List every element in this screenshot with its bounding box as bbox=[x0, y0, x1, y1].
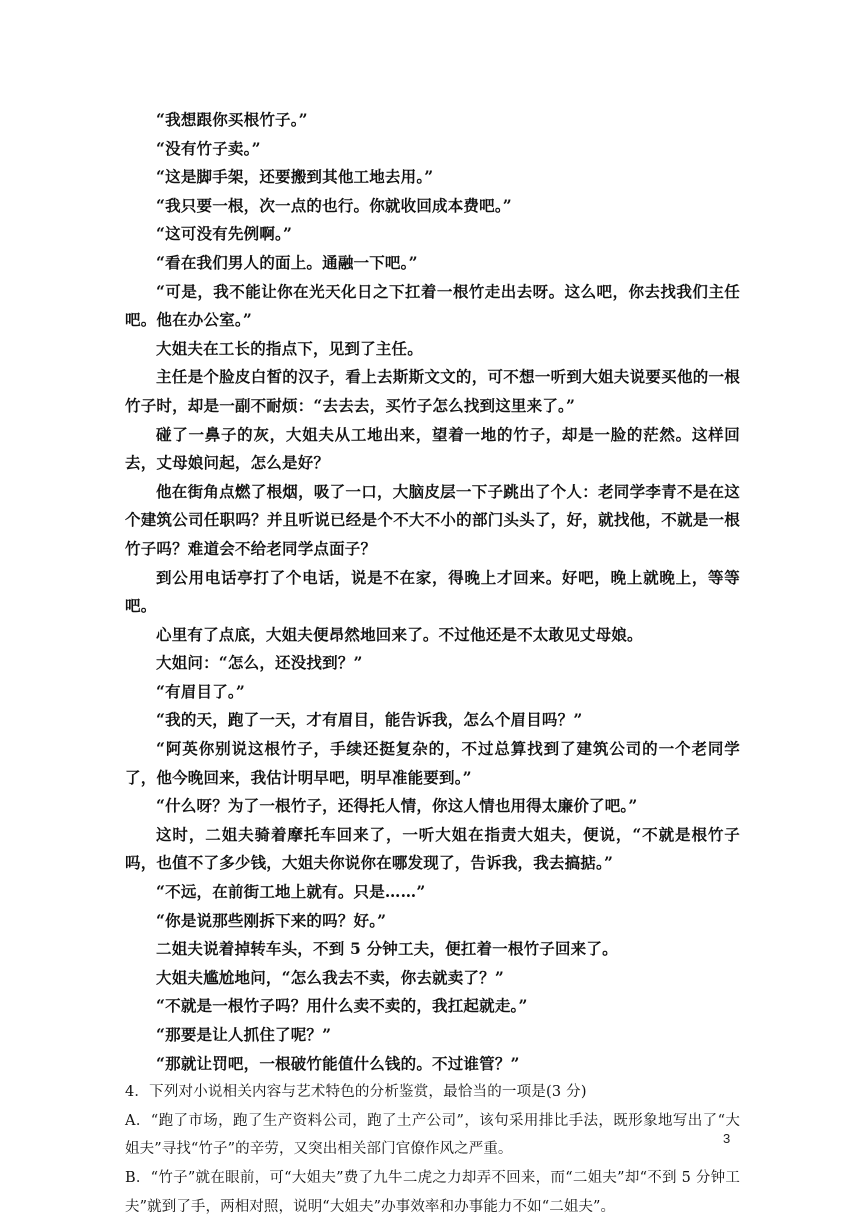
story-paragraph: 大姐问：“怎么，还没找到？” bbox=[156, 653, 363, 673]
story-paragraph: “可是，我不能让你在光天化日之下扛着一根竹走出去呀。这么吧，你去找我们主任吧。他在办公室。” bbox=[125, 281, 740, 330]
story-paragraph: “这可没有先例啊。” bbox=[156, 224, 293, 244]
story-paragraph: 这时，二姐夫骑着摩托车回来了，一听大姐在指责大姐夫，便说，“不就是根竹子吗，也值不了多少钱，大姐夫你说你在哪发现了，告诉我，我去搞掂。” bbox=[125, 824, 740, 873]
answer-option-a: A．“跑了市场，跑了生产资料公司，跑了土产公司”，该句采用排比手法，既形象地写出了“大姐夫”寻找“竹子”的辛劳，又突出相关部门官僚作风之严重。 bbox=[125, 1112, 740, 1158]
question-stem: 4．下列对小说相关内容与艺术特色的分析鉴赏，最恰当的一项是(3 分) bbox=[125, 1084, 587, 1101]
page-content bbox=[125, 106, 740, 1221]
story-paragraph: “不远，在前街工地上就有。只是……” bbox=[156, 882, 426, 902]
story-paragraph: “那就让罚吧，一根破竹能值什么钱的。不过谁管？” bbox=[156, 1053, 520, 1073]
story-paragraph: “没有竹子卖。” bbox=[156, 138, 261, 158]
story-paragraph: 大姐夫尴尬地问，“怎么我去不卖，你去就卖了？” bbox=[156, 967, 504, 987]
story-paragraph: “看在我们男人的面上。通融一下吧。” bbox=[156, 252, 418, 272]
story-paragraph: “有眉目了。” bbox=[156, 681, 245, 701]
story-paragraph: 到公用电话亭打了个电话，说是不在家，得晚上才回来。好吧，晚上就晚上，等等吧。 bbox=[125, 567, 740, 616]
story-paragraph: “我只要一根，次一点的也行。你就收回成本费吧。” bbox=[156, 195, 512, 215]
page-number: 3 bbox=[723, 1131, 731, 1146]
story-paragraph: “你是说那些刚拆下来的吗？好。” bbox=[156, 910, 387, 930]
answer-option-b: B．“竹子”就在眼前，可“大姐夫”费了九牛二虎之力却弄不回来，而“二姐夫”却“不到 5 分钟工夫”就到了手，两相对照，说明“大姐夫”办事效率和办事能力不如“二姐夫”。 bbox=[125, 1169, 740, 1215]
story-paragraph: “我的天，跑了一天，才有眉目，能告诉我，怎么个眉目吗？” bbox=[156, 710, 583, 730]
story-paragraph: “我想跟你买根竹子。” bbox=[156, 110, 308, 129]
story-paragraph: 主任是个脸皮白皙的汉子，看上去斯斯文文的，可不想一听到大姐夫说要买他的一根竹子时，却是一副不耐烦：“去去去，买竹子怎么找到这里来了。” bbox=[125, 367, 740, 415]
story-paragraph: “这是脚手架，还要搬到其他工地去用。” bbox=[156, 167, 434, 187]
story-paragraph: 心里有了点底，大姐夫便昂然地回来了。不过他还是不太敢见丈母娘。 bbox=[156, 624, 643, 644]
story-paragraph: 二姐夫说着掉转车头，不到 5 分钟工夫，便扛着一根竹子回来了。 bbox=[156, 939, 618, 959]
story-paragraph: “那要是让人抓住了呢？” bbox=[156, 1025, 332, 1044]
story-paragraph: 大姐夫在工长的指点下，见到了主任。 bbox=[156, 338, 423, 358]
story-paragraph: “什么呀？为了一根竹子，还得托人情，你这人情也用得太廉价了吧。” bbox=[156, 796, 638, 816]
story-paragraph: “不就是一根竹子吗？用什么卖不卖的，我扛起就走。” bbox=[156, 996, 528, 1016]
story-paragraph: “阿英你别说这根竹子，手续还挺复杂的，不过总算找到了建筑公司的一个老同学了，他今晚回来，我估计明早吧，明早准能要到。” bbox=[125, 739, 740, 787]
story-paragraph: 他在街角点燃了根烟，吸了一口，大脑皮层一下子跳出了个人：老同学李青不是在这个建筑公司任职吗？并且听说已经是个不大不小的部门头头了，好，就找他，不就是一根竹子吗？难道会不给老同学点面子？ bbox=[125, 481, 740, 558]
story-paragraph: 碰了一鼻子的灰，大姐夫从工地出来，望着一地的竹子，却是一脸的茫然。这样回去，丈母娘问起，怎么是好？ bbox=[125, 424, 740, 473]
